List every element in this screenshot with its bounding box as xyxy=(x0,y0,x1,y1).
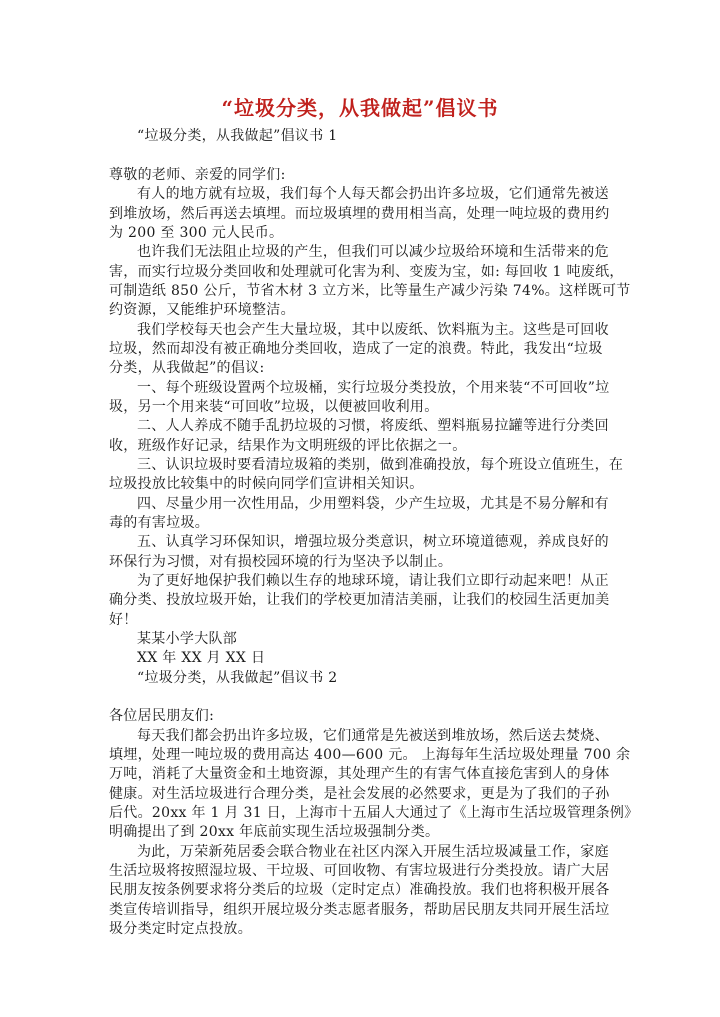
paragraph-line: 好！ xyxy=(109,612,138,628)
paragraph-line: 为 200 至 300 元人民币。 xyxy=(109,225,284,241)
paragraph-line: 约资源，又能维护环境整洁。 xyxy=(109,302,295,318)
section-1-heading: “垃圾分类，从我做起”倡议书 1 xyxy=(137,128,338,144)
signature-date: XX 年 XX 月 XX 日 xyxy=(137,650,266,666)
paragraph-line: 可制造纸 850 公斤，节省木材 3 立方米，比等量生产减少污染 74%。这样既可节 xyxy=(109,283,631,299)
proposal-item-4: 四、尽量少用一次性用品，少用塑料袋，少产生垃圾，尤其是不易分解和有 xyxy=(137,496,609,512)
signature-org: 某某小学大队部 xyxy=(137,631,238,647)
proposal-item-5: 五、认真学习环保知识，增强垃圾分类意识，树立环境道德观，养成良好的 xyxy=(137,534,609,550)
paragraph-line: 填埋，处理一吨垃圾的费用高达 400—600 元。 上海每年生活垃圾处理量 700 余 xyxy=(109,747,631,763)
paragraph-line: 分类，从我做起”的倡议: xyxy=(109,360,265,376)
paragraph-line: 毒的有害垃圾。 xyxy=(109,515,210,531)
paragraph-line: 为此，万荣新苑居委会联合物业在社区内深入开展生活垃圾减量工作，家庭 xyxy=(137,844,609,860)
proposal-item-3: 三、认识垃圾时要看清垃圾箱的类别，做到准确投放，每个班设立值班生，在 xyxy=(137,457,624,473)
salutation-1: 尊敬的老师、亲爱的同学们: xyxy=(109,167,286,183)
paragraph-line: 垃圾，然而却没有被正确地分类回收，造成了一定的浪费。特此，我发出“垃圾 xyxy=(109,341,603,357)
proposal-item-2: 二、人人养成不随手乱扔垃圾的习惯，将废纸、塑料瓶易拉罐等进行分类回 xyxy=(137,418,609,434)
paragraph-line: 我们学校每天也会产生大量垃圾，其中以废纸、饮料瓶为主。这些是可回收 xyxy=(137,322,609,338)
paragraph-line: 确分类、投放垃圾开始，让我们的学校更加清洁美丽，让我们的校园生活更加美 xyxy=(109,592,610,608)
paragraph-line: 万吨，消耗了大量资金和土地资源，其处理产生的有害气体直接危害到人的身体 xyxy=(109,766,610,782)
paragraph-line: 后代。20xx 年 1 月 31 日，上海市十五届人大通过了《上海市生活垃圾管理条例》 xyxy=(109,805,639,821)
section-2-heading: “垃圾分类，从我做起”倡议书 2 xyxy=(137,670,338,686)
paragraph-line: 生活垃圾将按照湿垃圾、干垃圾、可回收物、有害垃圾进行分类投放。请广大居 xyxy=(109,863,610,879)
paragraph-line: 垃圾投放比较集中的时候向同学们宣讲相关知识。 xyxy=(109,476,424,492)
paragraph-line: 明确提出了到 20xx 年底前实现生活垃圾强制分类。 xyxy=(109,824,440,840)
paragraph-line: 民朋友按条例要求将分类后的垃圾（定时定点）准确投放。我们也将积极开展各 xyxy=(109,882,610,898)
paragraph-line: 圾，另一个用来装“可回收”垃圾，以便被回收利用。 xyxy=(109,399,439,415)
paragraph-line: 圾分类定时定点投放。 xyxy=(109,921,252,937)
paragraph-line: 到堆放场，然后再送去填埋。而垃圾填埋的费用相当高，处理一吨垃圾的费用约 xyxy=(109,206,610,222)
paragraph-line: 类宣传培训指导，组织开展垃圾分类志愿者服务，帮助居民朋友共同开展生活垃 xyxy=(109,902,610,918)
paragraph-line: 收，班级作好记录，结果作为文明班级的评比依据之一。 xyxy=(109,438,467,454)
paragraph-line: 也许我们无法阻止垃圾的产生，但我们可以减少垃圾给环境和生活带来的危 xyxy=(137,244,609,260)
paragraph-line: 害，而实行垃圾分类回收和处理就可化害为利、变废为宝，如: 每回收 1 吨废纸， xyxy=(109,264,624,280)
document-title: “垃圾分类，从我做起”倡议书 xyxy=(221,96,499,120)
proposal-item-1: 一、每个班级设置两个垃圾桶，实行垃圾分类投放，个用来装“不可回收”垃 xyxy=(137,380,610,396)
paragraph-line: 健康。对生活垃圾进行合理分类，是社会发展的必然要求，更是为了我们的子孙 xyxy=(109,786,610,802)
paragraph-line: 为了更好地保护我们赖以生存的地球环境，请让我们立即行动起来吧！从正 xyxy=(137,573,609,589)
salutation-2: 各位居民朋友们: xyxy=(109,708,215,724)
paragraph-line: 有人的地方就有垃圾，我们每个人每天都会扔出许多垃圾，它们通常先被送 xyxy=(137,186,609,202)
paragraph-line: 每天我们都会扔出许多垃圾，它们通常是先被送到堆放场，然后送去焚烧、 xyxy=(137,728,609,744)
paragraph-line: 环保行为习惯，对有损校园环境的行为坚决予以制止。 xyxy=(109,554,453,570)
